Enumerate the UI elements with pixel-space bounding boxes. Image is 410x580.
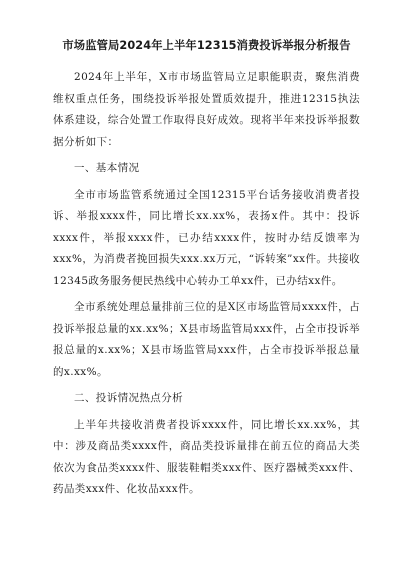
ranking-paragraph: 全市系统处理总量排前三位的是X区市场监管局xxxx件，占投诉举报总量的xx.xx%；X县市场监管局xxx件，占全市投诉举报总量的x.xx%；X县市场监管局xxx件，占全市投诉举报总量的x.xx%。 — [53, 301, 360, 378]
intro-paragraph: 2024年上半年，X市市场监管局立足职能职责，聚焦消费维权重点任务，围绕投诉举报处置质效提升，推进12315执法体系建设，综合处置工作取得良好成效。现将半年来投诉举报数据分析如下： — [53, 71, 360, 148]
section-heading-hotspot: 二、投诉情况热点分析 — [74, 392, 183, 404]
document-title: 市场监管局2024年上半年12315消费投诉举报分析报告 — [62, 39, 351, 52]
section-heading-basic: 一、基本情况 — [74, 162, 140, 174]
basic-situation-paragraph: 全市市场监管系统通过全国12315平台话务接收消费者投诉、举报xxxx件，同比增长xx.xx%，表扬x件。其中：投诉xxxx件，举报xxxx件，已办结xxxx件，按时办结反馈率为xxx%，为消费者挽回损失xxx.xx万元，“诉转案”xx件。共接收12345政务服务便民热线中心转办工单xx件，已办结xx件。 — [53, 188, 360, 287]
hotspot-paragraph: 上半年共接收消费者投诉xxxx件，同比增长xx.xx%，其中：涉及商品类xxxx件，商品类投诉量排在前五位的商品大类依次为食品类xxxx件、服装鞋帽类xxx件、医疗器械类xxx件、药品类xxx件、化妆品xxx件。 — [53, 418, 360, 495]
